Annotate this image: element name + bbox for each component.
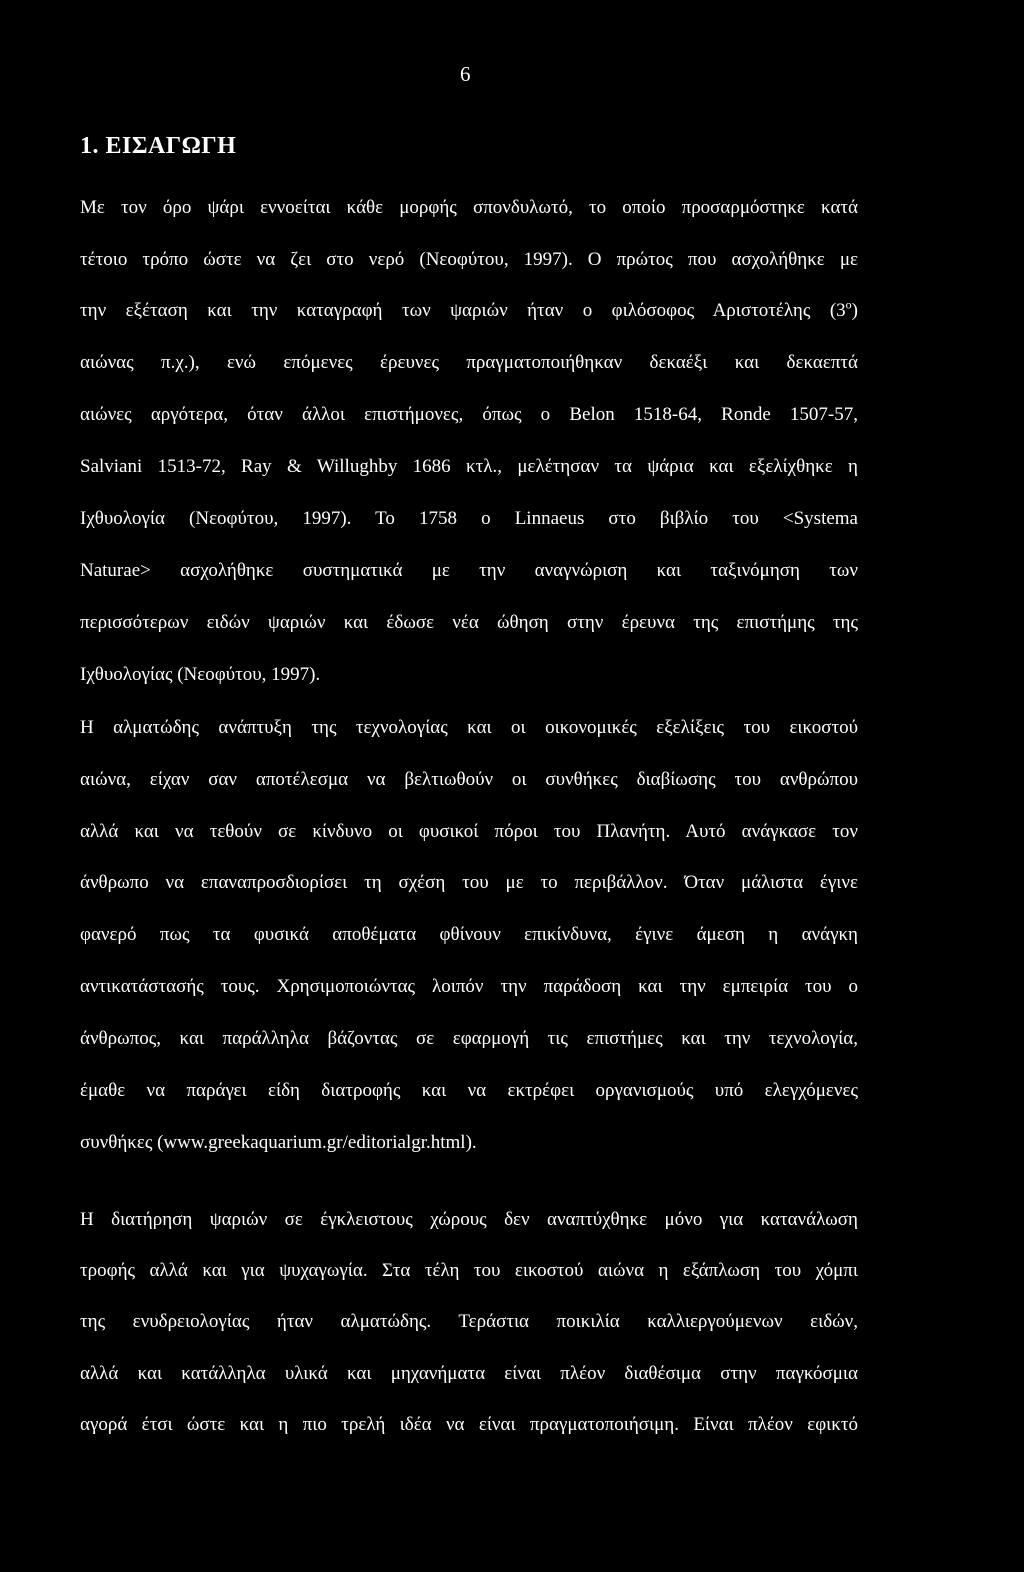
text-line: φανερό πως τα φυσικά αποθέματα φθίνουν επικίνδυνα, έγινε άμεση η ανάγκη (80, 924, 858, 945)
text-line: της ενυδρειολογίας ήταν αλματώδης. Τεράστια ποικιλία καλλιεργούμενων ειδών, (80, 1311, 858, 1332)
text-line: συνθήκες (www.greekaquarium.gr/editorialgr.html). (80, 1132, 477, 1153)
text-line-content: την εξέταση και την καταγραφή των ψαριών ήταν ο φιλόσοφος Αριστοτέλης (3 (80, 300, 846, 321)
text-line: Ιχθυολογία (Νεοφύτου, 1997). Το 1758 ο Linnaeus στο βιβλίο του <Systema (80, 508, 858, 529)
text-line: Ιχθυολογίας (Νεοφύτου, 1997). (80, 664, 321, 685)
page-number: 6 (460, 62, 471, 86)
text-line: αγορά έτσι ώστε και η πιο τρελή ιδέα να είναι πραγματοποιήσιμη. Είναι πλέον εφικτό (80, 1414, 858, 1435)
text-line: έμαθε να παράγει είδη διατροφής και να εκτρέφει οργανισμούς υπό ελεγχόμενες (80, 1080, 858, 1101)
text-line (80, 299, 858, 323)
text-line: τροφής αλλά και για ψυχαγωγία. Στα τέλη του εικοστού αιώνα η εξάπλωση του χόμπι (80, 1260, 858, 1281)
text-line: αιώνες αργότερα, όταν άλλοι επιστήμονες, όπως ο Belon 1518-64, Ronde 1507-57, (80, 404, 858, 425)
text-line: Η αλματώδης ανάπτυξη της τεχνολογίας και οι οικονομικές εξελίξεις του εικοστού (80, 717, 858, 738)
closing-paren: ) (851, 300, 858, 321)
text-line: περισσότερων ειδών ψαριών και έδωσε νέα ώθηση στην έρευνα της επιστήμης της (80, 612, 858, 633)
text-line: αλλά και να τεθούν σε κίνδυνο οι φυσικοί πόροι του Πλανήτη. Αυτό ανάγκασε τον (80, 821, 858, 842)
text-line: Naturae> ασχολήθηκε συστηματικά με την αναγνώριση και ταξινόμηση των (80, 560, 858, 581)
text-line: άνθρωπο να επαναπροσδιορίσει τη σχέση του με το περιβάλλον. Όταν μάλιστα έγινε (80, 872, 858, 893)
text-line: αλλά και κατάλληλα υλικά και μηχανήματα είναι πλέον διαθέσιμα στην παγκόσμια (80, 1363, 858, 1384)
text-line: άνθρωπος, και παράλληλα βάζοντας σε εφαρμογή τις επιστήμες και την τεχνολογία, (80, 1028, 858, 1049)
text-line: Με τον όρο ψάρι εννοείται κάθε μορφής σπονδυλωτό, το οποίο προσαρμόστηκε κατά (80, 197, 858, 218)
text-line: Salviani 1513-72, Ray & Willughby 1686 κτλ., μελέτησαν τα ψάρια και εξελίχθηκε η (80, 456, 858, 477)
text-line: τέτοιο τρόπο ώστε να ζει στο νερό (Νεοφύτου, 1997). Ο πρώτος που ασχολήθηκε με (80, 249, 858, 270)
text-line: Η διατήρηση ψαριών σε έγκλειστους χώρους δεν αναπτύχθηκε μόνο για κατανάλωση (80, 1209, 858, 1230)
text-line: αιώνα, είχαν σαν αποτέλεσμα να βελτιωθούν οι συνθήκες διαβίωσης του ανθρώπου (80, 769, 858, 790)
text-line: αιώνας π.χ.), ενώ επόμενες έρευνες πραγματοποιήθηκαν δεκαέξι και δεκαεπτά (80, 352, 858, 373)
superscript-o: ο (845, 297, 852, 312)
section-heading: 1. ΕΙΣΑΓΩΓΗ (80, 133, 237, 159)
text-line: αντικατάστασής τους. Χρησιμοποιώντας λοιπόν την παράδοση και την εμπειρία του ο (80, 976, 858, 997)
